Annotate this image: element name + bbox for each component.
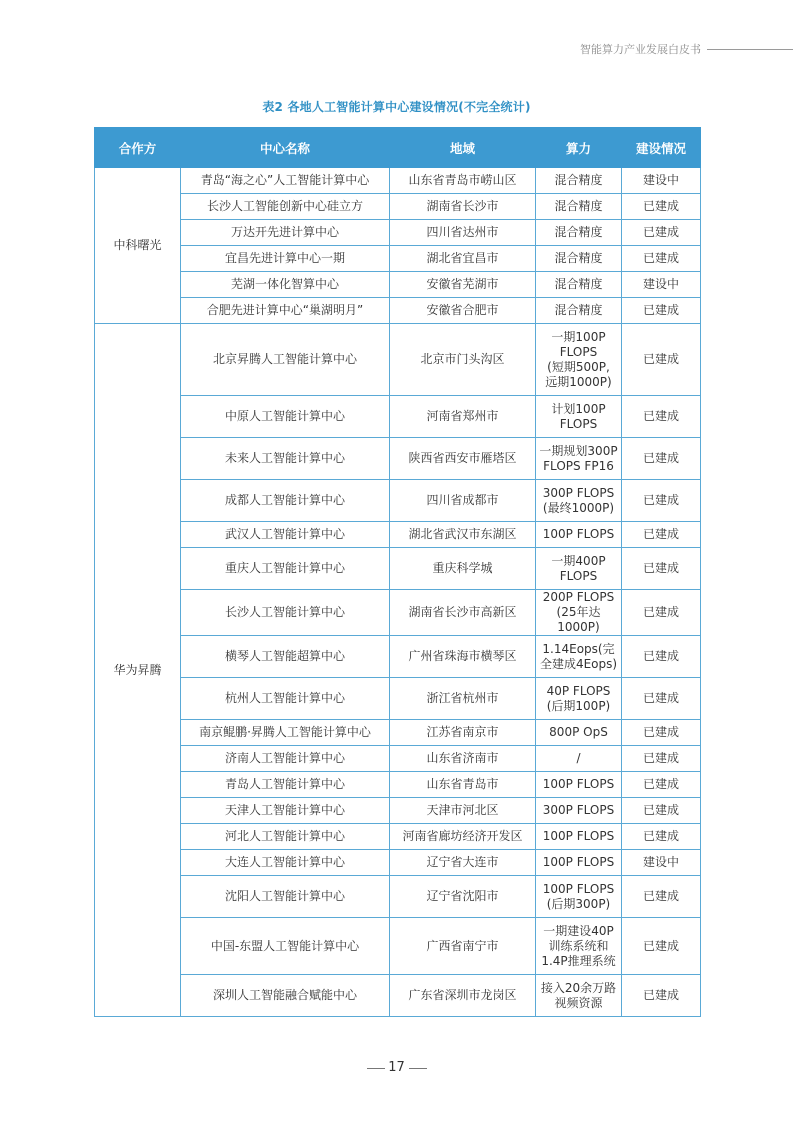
cell-region: 广州省珠海市横琴区 (390, 636, 536, 678)
cell-computing-power (536, 324, 622, 396)
cell-region: 山东省济南市 (390, 746, 536, 772)
power-line: 计划100P (551, 401, 606, 416)
table-row (95, 975, 701, 1017)
table-caption: 表2 各地人工智能计算中心建设情况(不完全统计) (262, 100, 531, 114)
power-line: (25年达1000P) (556, 605, 601, 634)
cell-center-name: 青岛人工智能计算中心 (181, 772, 390, 798)
cell-center-name: 成都人工智能计算中心 (181, 480, 390, 522)
cell-center-name: 深圳人工智能融合赋能中心 (181, 975, 390, 1017)
cell-status: 建设中 (622, 168, 701, 194)
cell-status: 已建成 (622, 438, 701, 480)
cell-region: 江苏省南京市 (390, 720, 536, 746)
cell-status: 已建成 (622, 918, 701, 975)
cell-center-name: 河北人工智能计算中心 (181, 824, 390, 850)
power-line: (后期300P) (546, 896, 611, 911)
power-line: 100P FLOPS (542, 855, 615, 869)
cell-center-name: 南京鲲鹏·昇腾人工智能计算中心 (181, 720, 390, 746)
cell-computing-power (536, 590, 622, 636)
power-line: 300P FLOPS (542, 485, 615, 500)
table-row (95, 438, 701, 480)
cell-computing-power (536, 220, 622, 246)
cell-computing-power (536, 918, 622, 975)
cell-partner: 中科曙光 (95, 168, 181, 324)
power-line: 混合精度 (554, 303, 603, 317)
cell-region: 浙江省杭州市 (390, 678, 536, 720)
cell-center-name: 万达开先进计算中心 (181, 220, 390, 246)
cell-status: 已建成 (622, 590, 701, 636)
power-line: 混合精度 (554, 251, 603, 265)
cell-computing-power (536, 636, 622, 678)
power-line: FLOPS (559, 416, 598, 431)
cell-center-name: 沈阳人工智能计算中心 (181, 876, 390, 918)
power-line: 混合精度 (554, 199, 603, 213)
header-title: 智能算力产业发展白皮书 (580, 43, 701, 56)
column-header-region: 地域 (390, 128, 536, 168)
table-row (95, 220, 701, 246)
cell-status: 已建成 (622, 824, 701, 850)
table-row (95, 272, 701, 298)
cell-region: 重庆科学城 (390, 548, 536, 590)
cell-computing-power (536, 194, 622, 220)
cell-computing-power (536, 246, 622, 272)
cell-region: 湖北省宜昌市 (390, 246, 536, 272)
column-header-partner: 合作方 (95, 128, 181, 168)
cell-status: 已建成 (622, 194, 701, 220)
cell-computing-power (536, 678, 622, 720)
cell-status: 已建成 (622, 720, 701, 746)
table-row (95, 918, 701, 975)
power-line: / (576, 751, 581, 765)
cell-center-name: 芜湖一体化智算中心 (181, 272, 390, 298)
power-line: 800P OpS (549, 725, 608, 739)
power-line: FLOPS (559, 568, 598, 583)
power-line: FLOPS FP16 (543, 458, 614, 473)
cell-center-name: 济南人工智能计算中心 (181, 746, 390, 772)
table-row (95, 194, 701, 220)
cell-computing-power (536, 396, 622, 438)
column-header-name: 中心名称 (181, 128, 390, 168)
column-header-power: 算力 (536, 128, 622, 168)
cell-status: 已建成 (622, 678, 701, 720)
cell-center-name: 北京昇腾人工智能计算中心 (181, 324, 390, 396)
cell-center-name: 长沙人工智能创新中心硅立方 (181, 194, 390, 220)
cell-computing-power (536, 168, 622, 194)
cell-center-name: 宜昌先进计算中心一期 (181, 246, 390, 272)
cell-region: 四川省成都市 (390, 480, 536, 522)
table-row (95, 246, 701, 272)
power-line: 混合精度 (554, 277, 603, 291)
cell-region: 陕西省西安市雁塔区 (390, 438, 536, 480)
cell-computing-power (536, 850, 622, 876)
cell-status: 已建成 (622, 298, 701, 324)
cell-status: 已建成 (622, 772, 701, 798)
cell-computing-power (536, 522, 622, 548)
power-line: 1.4P推理系统 (541, 953, 616, 968)
cell-center-name: 重庆人工智能计算中心 (181, 548, 390, 590)
cell-computing-power (536, 438, 622, 480)
power-line: 接入20余万路 (540, 980, 617, 995)
cell-status: 已建成 (622, 220, 701, 246)
power-line: 100P FLOPS (542, 881, 615, 896)
cell-status: 已建成 (622, 636, 701, 678)
cell-center-name: 未来人工智能计算中心 (181, 438, 390, 480)
power-line: 一期规划300P (539, 443, 618, 458)
cell-computing-power (536, 876, 622, 918)
table-row (95, 850, 701, 876)
cell-region: 山东省青岛市 (390, 772, 536, 798)
cell-computing-power (536, 548, 622, 590)
cell-center-name: 大连人工智能计算中心 (181, 850, 390, 876)
table-row (95, 772, 701, 798)
power-line: 混合精度 (554, 173, 603, 187)
table-row (95, 636, 701, 678)
cell-status: 建设中 (622, 272, 701, 298)
cell-status: 已建成 (622, 246, 701, 272)
cell-status: 已建成 (622, 975, 701, 1017)
power-line: 300P FLOPS (542, 803, 615, 817)
cell-center-name: 杭州人工智能计算中心 (181, 678, 390, 720)
table-row (95, 876, 701, 918)
ai-center-table (94, 127, 701, 1017)
power-line: FLOPS (559, 344, 598, 359)
cell-status: 已建成 (622, 324, 701, 396)
cell-region: 河南省廊坊经济开发区 (390, 824, 536, 850)
cell-center-name: 横琴人工智能超算中心 (181, 636, 390, 678)
table-row (95, 168, 701, 194)
table-row (95, 522, 701, 548)
cell-region: 湖南省长沙市高新区 (390, 590, 536, 636)
cell-center-name: 中原人工智能计算中心 (181, 396, 390, 438)
running-header (493, 41, 793, 59)
cell-region: 湖南省长沙市 (390, 194, 536, 220)
cell-computing-power (536, 298, 622, 324)
cell-region: 山东省青岛市崂山区 (390, 168, 536, 194)
page-footer (0, 1060, 793, 1076)
cell-center-name: 天津人工智能计算中心 (181, 798, 390, 824)
table-header-row (95, 128, 701, 168)
cell-computing-power (536, 720, 622, 746)
cell-center-name: 合肥先进计算中心“巢湖明月” (181, 298, 390, 324)
cell-center-name: 武汉人工智能计算中心 (181, 522, 390, 548)
cell-center-name: 长沙人工智能计算中心 (181, 590, 390, 636)
cell-region: 广东省深圳市龙岗区 (390, 975, 536, 1017)
cell-region: 广西省南宁市 (390, 918, 536, 975)
table-row (95, 746, 701, 772)
cell-region: 安徽省合肥市 (390, 298, 536, 324)
power-line: 一期建设40P (543, 923, 614, 938)
power-line: (后期100P) (546, 698, 611, 713)
column-header-status: 建设情况 (622, 128, 701, 168)
power-line: 视频资源 (554, 995, 603, 1010)
cell-center-name: 青岛“海之心”人工智能计算中心 (181, 168, 390, 194)
cell-status: 建设中 (622, 850, 701, 876)
cell-partner: 华为昇腾 (95, 324, 181, 1017)
table-row (95, 824, 701, 850)
cell-region: 安徽省芜湖市 (390, 272, 536, 298)
cell-region: 河南省郑州市 (390, 396, 536, 438)
cell-computing-power (536, 975, 622, 1017)
table-row (95, 298, 701, 324)
table-row (95, 480, 701, 522)
cell-status: 已建成 (622, 876, 701, 918)
power-line: (最终1000P) (542, 500, 615, 515)
cell-status: 已建成 (622, 548, 701, 590)
cell-region: 北京市门头沟区 (390, 324, 536, 396)
table-row (95, 798, 701, 824)
footer-rule-right (409, 1068, 427, 1069)
table-row (95, 396, 701, 438)
cell-status: 已建成 (622, 396, 701, 438)
table-row (95, 324, 701, 396)
cell-region: 天津市河北区 (390, 798, 536, 824)
power-line: 100P FLOPS (542, 527, 615, 541)
cell-computing-power (536, 272, 622, 298)
power-line: 训练系统和 (548, 938, 609, 953)
cell-computing-power (536, 772, 622, 798)
cell-region: 四川省达州市 (390, 220, 536, 246)
cell-computing-power (536, 480, 622, 522)
power-line: 200P FLOPS (542, 590, 615, 604)
page-number: 17 (388, 1060, 405, 1075)
cell-status: 已建成 (622, 798, 701, 824)
table-row (95, 678, 701, 720)
cell-status: 已建成 (622, 746, 701, 772)
power-line: (短期500P, (547, 359, 610, 374)
cell-computing-power (536, 746, 622, 772)
power-line: 全建成4Eops) (539, 656, 618, 671)
power-line: 混合精度 (554, 225, 603, 239)
power-line: 40P FLOPS (546, 683, 611, 698)
table-row (95, 720, 701, 746)
power-line: 1.14Eops(完 (542, 641, 615, 656)
cell-center-name: 中国-东盟人工智能计算中心 (181, 918, 390, 975)
power-line: 远期1000P) (545, 374, 612, 389)
header-rule (707, 49, 793, 50)
power-line: 100P FLOPS (542, 829, 615, 843)
table-row (95, 548, 701, 590)
cell-region: 湖北省武汉市东湖区 (390, 522, 536, 548)
table-body (95, 168, 701, 1017)
power-line: 一期400P (551, 553, 606, 568)
power-line: 100P FLOPS (542, 777, 615, 791)
cell-status: 已建成 (622, 522, 701, 548)
power-line: 一期100P (551, 329, 606, 344)
table-row (95, 590, 701, 636)
cell-region: 辽宁省沈阳市 (390, 876, 536, 918)
cell-status: 已建成 (622, 480, 701, 522)
cell-computing-power (536, 824, 622, 850)
cell-computing-power (536, 798, 622, 824)
cell-region: 辽宁省大连市 (390, 850, 536, 876)
